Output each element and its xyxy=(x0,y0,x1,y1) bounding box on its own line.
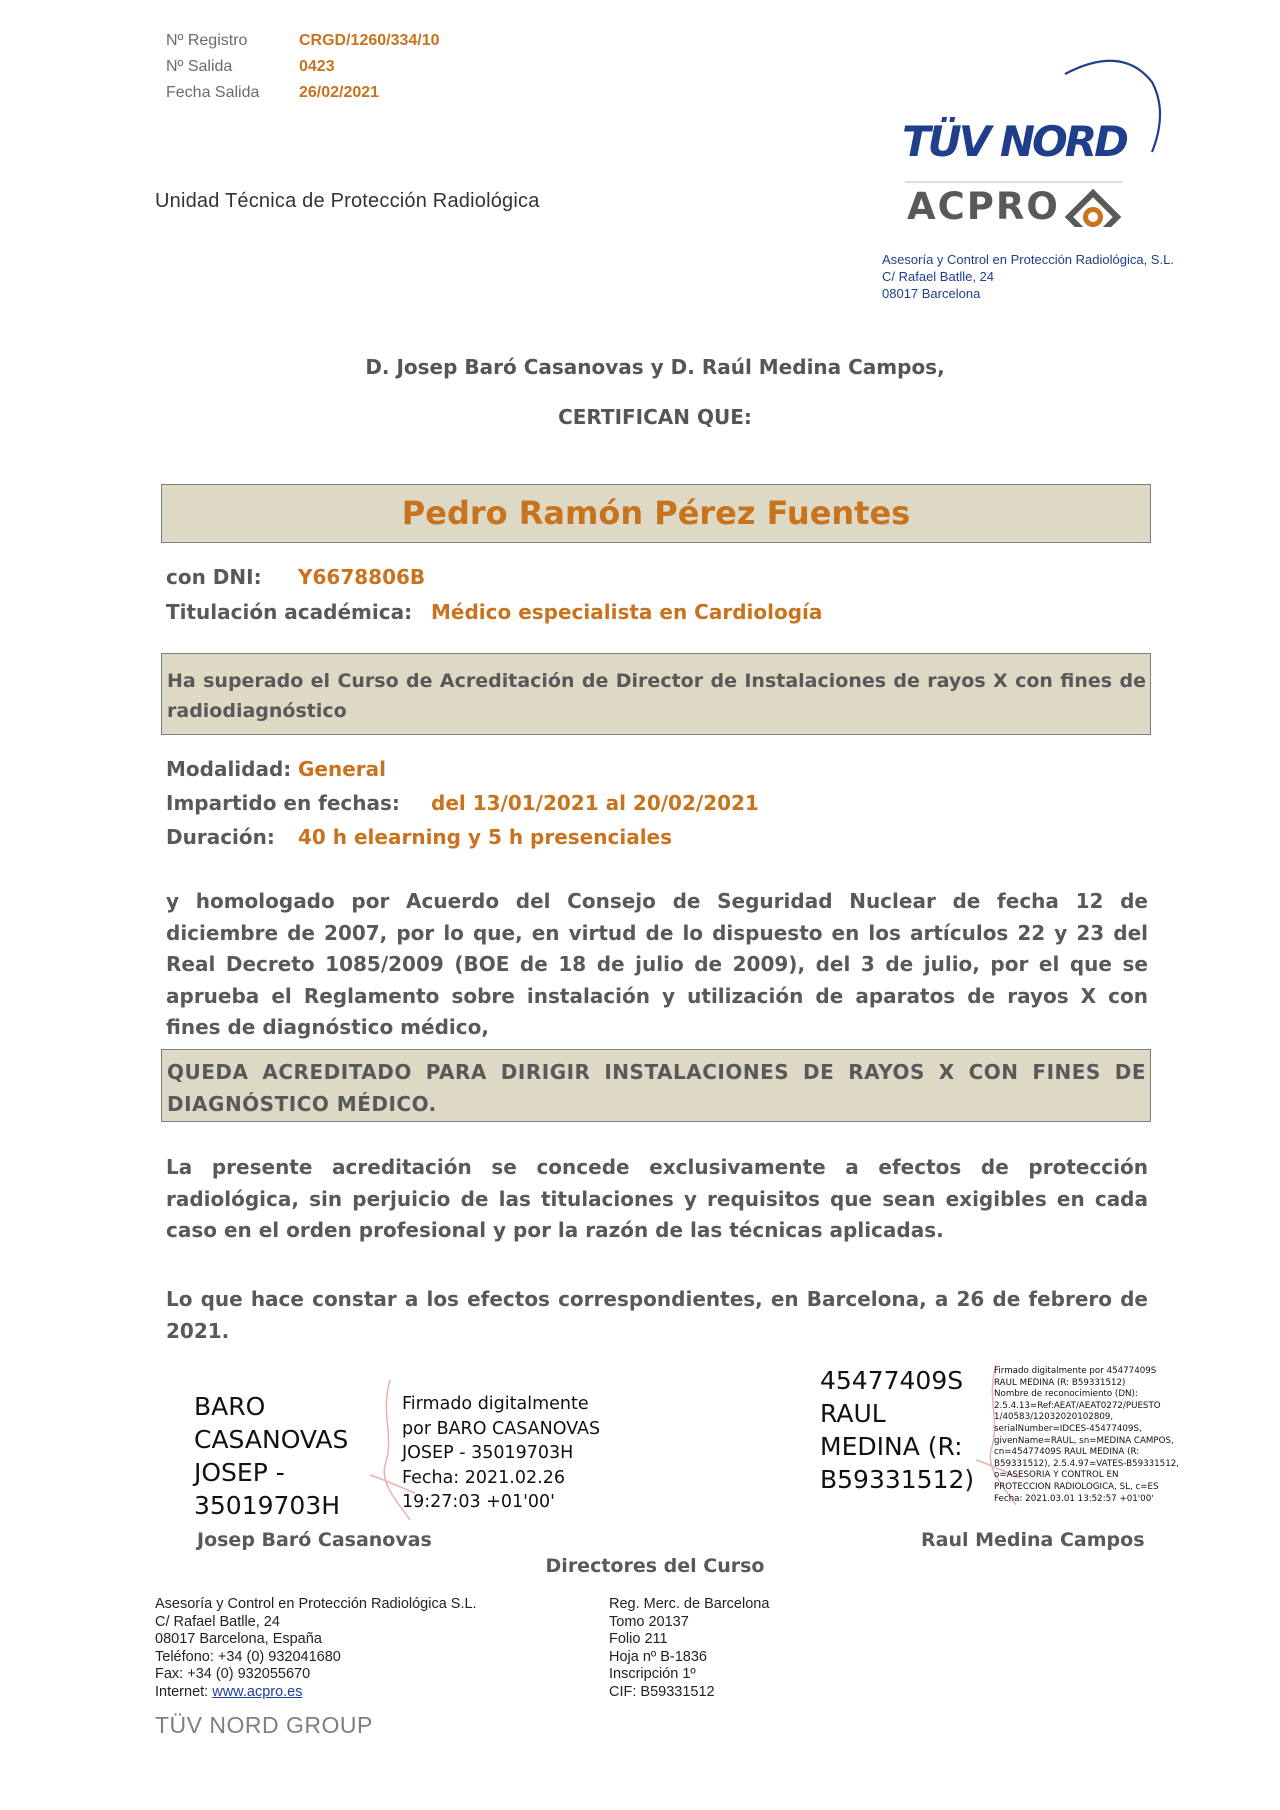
recipient-name: Pedro Ramón Pérez Fuentes xyxy=(161,484,1151,543)
titulacion-label: Titulación académica: xyxy=(166,600,413,624)
signature-right-detail-line: cn=45477409S RAUL MEDINA (R: xyxy=(994,1447,1140,1458)
signature-right-detail-line: 2.5.4.13=Ref:AEAT/AEAT0272/PUESTO xyxy=(994,1400,1161,1411)
salida-number-label: Nº Salida xyxy=(166,58,233,75)
dni-row xyxy=(166,565,262,589)
registry-row-number xyxy=(166,28,440,54)
signature-right-caption: Raul Medina Campos xyxy=(921,1529,1145,1551)
signature-right-details xyxy=(994,1366,1179,1505)
course-box: Ha superado el Curso de Acreditación de Director de Instalaciones de rayos X con fines de radiodiagnóstico xyxy=(161,653,1151,735)
signature-right-detail-line: Fecha: 2021.03.01 13:52:57 +01'00' xyxy=(994,1493,1154,1504)
dni-value: Y6678806B xyxy=(298,565,426,589)
signature-right-detail-line: RAUL MEDINA (R: B59331512) xyxy=(994,1377,1126,1388)
salida-date-label: Fecha Salida xyxy=(166,84,260,101)
signature-left-detail-line: por BARO CASANOVAS xyxy=(402,1418,601,1439)
modalidad-label: Modalidad: xyxy=(166,757,292,781)
tuv-nord-acpro-logo xyxy=(890,52,1170,227)
footer-internet-label: Internet: xyxy=(155,1683,213,1700)
footer-internet-line xyxy=(155,1684,477,1702)
signature-right-detail-line: Firmado digitalmente por 45477409S xyxy=(994,1366,1157,1376)
signature-left-name xyxy=(194,1390,348,1522)
acreditado-box: QUEDA ACREDITADO PARA DIRIGIR INSTALACIONES DE RAYOS X CON FINES DE DIAGNÓSTICO MÉDICO. xyxy=(161,1049,1151,1122)
company-street: C/ Rafael Batlle, 24 xyxy=(882,269,995,284)
tuv-nord-wordmark: TÜV NORD xyxy=(902,117,1126,166)
signature-left-detail-line: Fecha: 2021.02.26 xyxy=(402,1467,565,1488)
modalidad-value-row xyxy=(298,757,386,781)
salida-date-value: 26/02/2021 xyxy=(299,84,380,101)
signature-right-name xyxy=(820,1364,974,1496)
signature-left-name-line: CASANOVAS xyxy=(194,1425,349,1454)
modalidad-value: General xyxy=(298,757,386,781)
fechas-value: del 13/01/2021 al 20/02/2021 xyxy=(431,791,759,815)
homologado-paragraph: y homologado por Acuerdo del Consejo de Seguridad Nuclear de fecha 12 de diciembre de 2007, por lo que, en virtud de lo dispuesto en los artículos 22 y 23 del Real Decreto 1085/2009 (BOE de 18 de julio de 2009), del 3 de julio, por el que se aprueba el Reglamento sobre instalación y utilización de aparatos de rayos X con fines de diagnóstico médico, xyxy=(166,889,1148,1039)
dni-label: con DNI: xyxy=(166,565,262,589)
acpro-wordmark: ACPRO xyxy=(907,185,1060,227)
dni-value-row xyxy=(298,565,425,589)
salida-number-value: 0423 xyxy=(299,58,335,75)
signature-right-detail-line: Nombre de reconocimiento (DN): xyxy=(994,1389,1138,1400)
presente-paragraph: La presente acreditación se concede exclusivamente a efectos de protección radiológica, sin perjuicio de las titulaciones y requisitos que sean exigibles en cada caso en el orden profesional y por la razón de las técnicas aplicadas. xyxy=(166,1155,1148,1242)
acpro-emblem-icon xyxy=(1065,189,1122,227)
company-address xyxy=(882,251,1174,302)
signature-left-detail-line: 19:27:03 +01'00' xyxy=(402,1492,555,1512)
signature-right-detail-line: PROTECCION RADIOLOGICA, SL, c=ES xyxy=(994,1481,1159,1492)
fechas-value-row xyxy=(431,791,759,815)
signature-right-detail-line: o=ASESORIA Y CONTROL EN xyxy=(994,1470,1119,1481)
signature-left-details xyxy=(402,1392,600,1515)
duracion-value-row xyxy=(298,825,672,849)
registry-row-fecha xyxy=(166,80,440,106)
signature-right-detail-line: 1/40583/12032020102809, xyxy=(994,1412,1114,1423)
signature-left-name-line: JOSEP - xyxy=(194,1458,285,1487)
signature-right-name-line: B59331512) xyxy=(820,1465,975,1494)
footer-left-line: Fax: +34 (0) 932055670 xyxy=(155,1666,311,1682)
footer-right-line: Reg. Merc. de Barcelona xyxy=(609,1596,770,1612)
registry-block xyxy=(166,28,440,106)
signature-left-caption: Josep Baró Casanovas xyxy=(197,1529,432,1551)
certifiers-line: D. Josep Baró Casanovas y D. Raúl Medina Campos, xyxy=(365,355,945,379)
directores-caption: Directores del Curso xyxy=(545,1555,765,1577)
signature-left-detail-line: Firmado digitalmente xyxy=(402,1394,589,1414)
company-name: Asesoría y Control en Protección Radiológica, S.L. xyxy=(882,252,1174,267)
footer-left-line: Teléfono: +34 (0) 932041680 xyxy=(155,1648,341,1665)
registry-row-salida xyxy=(166,54,440,80)
titulacion-value: Médico especialista en Cardiología xyxy=(431,600,823,624)
footer-right-line: Folio 211 xyxy=(609,1631,668,1647)
signature-right-detail-line: B59331512), 2.5.4.97=VATES-B59331512, xyxy=(994,1458,1180,1469)
signature-left-detail-line: JOSEP - 35019703H xyxy=(402,1443,574,1463)
signature-left-name-line: BARO xyxy=(194,1392,266,1421)
registry-number-label: Nº Registro xyxy=(166,32,248,49)
footer-right-line: Inscripción 1º xyxy=(609,1666,696,1682)
footer-right-line: Tomo 20137 xyxy=(609,1613,689,1630)
footer-right-line: Hoja nº B-1836 xyxy=(609,1648,707,1665)
registry-number-value: CRGD/1260/334/10 xyxy=(299,32,440,49)
footer-left-line: Asesoría y Control en Protección Radiológica S.L. xyxy=(155,1596,477,1612)
signature-left-name-line: 35019703H xyxy=(194,1491,341,1520)
footer-website-link[interactable]: www.acpro.es xyxy=(212,1683,303,1700)
footer-left xyxy=(155,1596,477,1701)
tuv-nord-group-label: TÜV NORD GROUP xyxy=(155,1712,373,1738)
fechas-label: Impartido en fechas: xyxy=(166,791,400,815)
footer-left-line: C/ Rafael Batlle, 24 xyxy=(155,1613,280,1630)
footer-left-line: 08017 Barcelona, España xyxy=(155,1631,322,1647)
duracion-label: Duración: xyxy=(166,825,275,849)
certifican-heading: CERTIFICAN QUE: xyxy=(558,405,752,429)
signature-right-name-line: RAUL xyxy=(820,1399,886,1428)
duracion-value: 40 h elearning y 5 h presenciales xyxy=(298,825,673,849)
titulacion-value-row xyxy=(431,600,822,624)
signature-right-detail-line: serialNumber=IDCES-45477409S, xyxy=(994,1423,1142,1434)
constar-paragraph: Lo que hace constar a los efectos correspondientes, en Barcelona, a 26 de febrero de 2021. xyxy=(166,1287,1148,1343)
unit-title: Unidad Técnica de Protección Radiológica xyxy=(155,190,540,212)
signature-right-detail-line: givenName=RAUL, sn=MEDINA CAMPOS, xyxy=(994,1435,1174,1446)
signature-right-name-line: MEDINA (R: xyxy=(820,1432,963,1461)
footer-right-line: CIF: B59331512 xyxy=(609,1683,715,1700)
signature-right-name-line: 45477409S xyxy=(820,1366,964,1395)
company-city: 08017 Barcelona xyxy=(882,286,981,301)
footer-right xyxy=(609,1596,769,1701)
